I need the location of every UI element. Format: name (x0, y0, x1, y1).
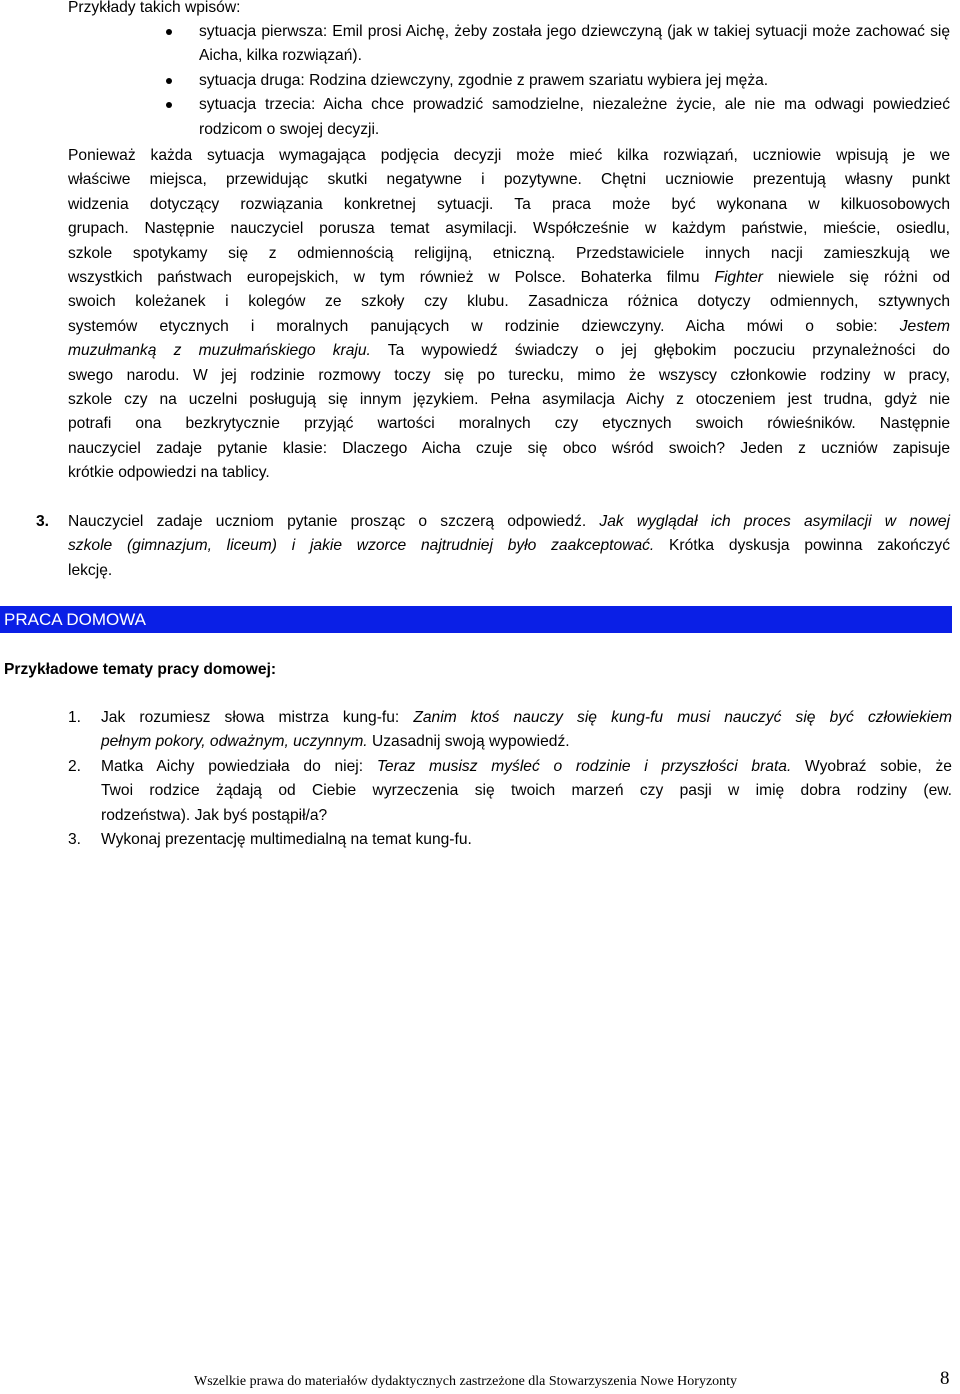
text-run: Nauczyciel zadaje uczniom pytanie prosząc o szczerą odpowiedź. (68, 513, 587, 530)
text-run: Wyobraź sobie, że (805, 757, 952, 775)
quote-text: Zanim ktoś nauczy się kung-fu musi nauczyć się być człowiekiem (413, 709, 953, 726)
intro-text: Przykłady takich wpisów: (68, 0, 241, 16)
paragraph-line (68, 534, 950, 558)
list-item (68, 828, 952, 852)
text-run: Uzasadnij swoją wypowiedź. (371, 733, 570, 751)
homework-heading: PRACA DOMOWA (0, 606, 952, 633)
paragraph-line: widzenia dotyczący rozwiązania konkretnej sytuacji. Ta praca może być wykonana w kilkuosobowych (68, 195, 950, 213)
film-title: Fighter (714, 269, 763, 287)
paragraph-line (101, 706, 952, 730)
item-number: 1. (68, 709, 82, 726)
topics-list (68, 706, 952, 852)
list-item (68, 706, 952, 755)
paragraph-line: szkole czy na uczelni posługują się innym językiem. Pełna asymilacja Aichy z otoczeniem jest trudna, gdyż nie (68, 391, 950, 409)
paragraph-line: potrafi ona bezkrytycznie przyjąć wartości moralnych czy etycznych swoich rówieśników. Następnie (68, 415, 950, 433)
footer-copyright: Wszelkie prawa do materiałów dydaktycznych zastrzeżone dla Stowarzyszenia Nowe Horyzonty (194, 1374, 738, 1389)
paragraph-line (68, 315, 950, 339)
paragraph-line: lekcję. (68, 561, 113, 579)
lesson-point-3 (36, 510, 950, 583)
paragraph-line: właściwe miejsca, przewidując skutki negatywne i pozytywne. Chętni uczniowie prezentują własny punkt (68, 171, 950, 189)
paragraph-line: swego narodu. W jej rodzinie rozmowy toczy się po turecku, mimo że wszyscy członkowie rodziny w pracy, (68, 366, 950, 384)
text-run: Ta wypowiedź świadczy o jej głębokim poczuciu przynależności do (387, 342, 950, 360)
text-run: Krótka dyskusja powinna zakończyć (669, 537, 950, 555)
topics-heading: Przykładowe tematy pracy domowej: (4, 661, 277, 678)
paragraph-line (101, 730, 952, 754)
situation-list (68, 20, 950, 142)
paragraph-line: krótkie odpowiedzi na tablicy. (68, 464, 270, 482)
quote-text: Jestem (899, 317, 950, 335)
main-paragraph (68, 144, 950, 486)
paragraph-line (101, 755, 952, 779)
paragraph-line: szkole spotykamy się z odmiennością religijną, etniczną. Przedstawiciele innych nacji zamieszkują we (68, 244, 950, 262)
text-run: Matka Aichy powiedziała do niej: (101, 757, 364, 775)
quote-text: Teraz musisz myśleć o rodzinie i przyszłości brata. (376, 757, 792, 775)
list-item (68, 755, 952, 828)
page-number: 8 (940, 1368, 950, 1389)
point-number: 3. (36, 513, 50, 530)
text-run: niewiele się różni od (777, 269, 950, 287)
paragraph-line (68, 266, 950, 290)
list-item: sytuacja pierwsza: Emil prosi Aichę, żeby została jego dziewczyną (jak w takiej sytuacji może zachować się Aicha, kilka rozwiązań). (68, 20, 950, 69)
paragraph-line (68, 510, 950, 534)
text-run: Jak rozumiesz słowa mistrza kung-fu: (101, 709, 400, 726)
quote-text: muzułmanką z muzułmańskiego kraju. (68, 342, 371, 360)
text-run: wszystkich państwach europejskich, w tym również w Polsce. Bohaterka filmu (68, 269, 700, 287)
paragraph-line: Wykonaj prezentację multimedialną na temat kung-fu. (101, 831, 472, 849)
question-text: Jak wyglądał ich proces asymilacji w nowej (599, 513, 950, 530)
paragraph-line: nauczyciel zadaje pytanie klasie: Dlaczego Aicha czuje się obco wśród swoich? Jeden z uczniów zapisuje (68, 439, 950, 457)
paragraph-line: grupach. Następnie nauczyciel porusza temat asymilacji. Współcześnie w każdym państwie, mieście, osiedlu, (68, 220, 950, 238)
paragraph-line: swoich koleżanek i kolegów ze szkoły czy klubu. Zasadnicza różnica dotyczy odmiennych, sztywnych (68, 293, 950, 311)
paragraph-line: rodzeństwa). Jak byś postąpił/a? (101, 806, 328, 824)
quote-text: pełnym pokory, odważnym, uczynnym. (101, 733, 368, 751)
paragraph-line (68, 339, 950, 363)
item-number: 2. (68, 757, 82, 775)
paragraph-line: Twoi rodzice żądają od Ciebie wyrzeczenia się twoich marzeń czy pasji w imię dobra rodziny (ew. (101, 782, 952, 800)
list-item: sytuacja trzecia: Aicha chce prowadzić samodzielne, niezależne życie, ale nie ma odwagi powiedzieć rodzicom o swojej decyzji. (68, 93, 950, 142)
item-number: 3. (68, 831, 82, 849)
paragraph-line: Ponieważ każda sytuacja wymagająca podjęcia decyzji może mieć kilka rozwiązań, uczniowie wpisują je we (68, 147, 950, 164)
list-item: sytuacja druga: Rodzina dziewczyny, zgodnie z prawem szariatu wybiera jej męża. (68, 69, 950, 93)
point-body (68, 510, 950, 583)
text-run: systemów etycznych i moralnych panujących w rodzinie dziewczyny. Aicha mówi o sobie: (68, 317, 878, 335)
question-text: szkole (gimnazjum, liceum) i jakie wzorce najtrudniej było zaakceptować. (68, 537, 655, 555)
